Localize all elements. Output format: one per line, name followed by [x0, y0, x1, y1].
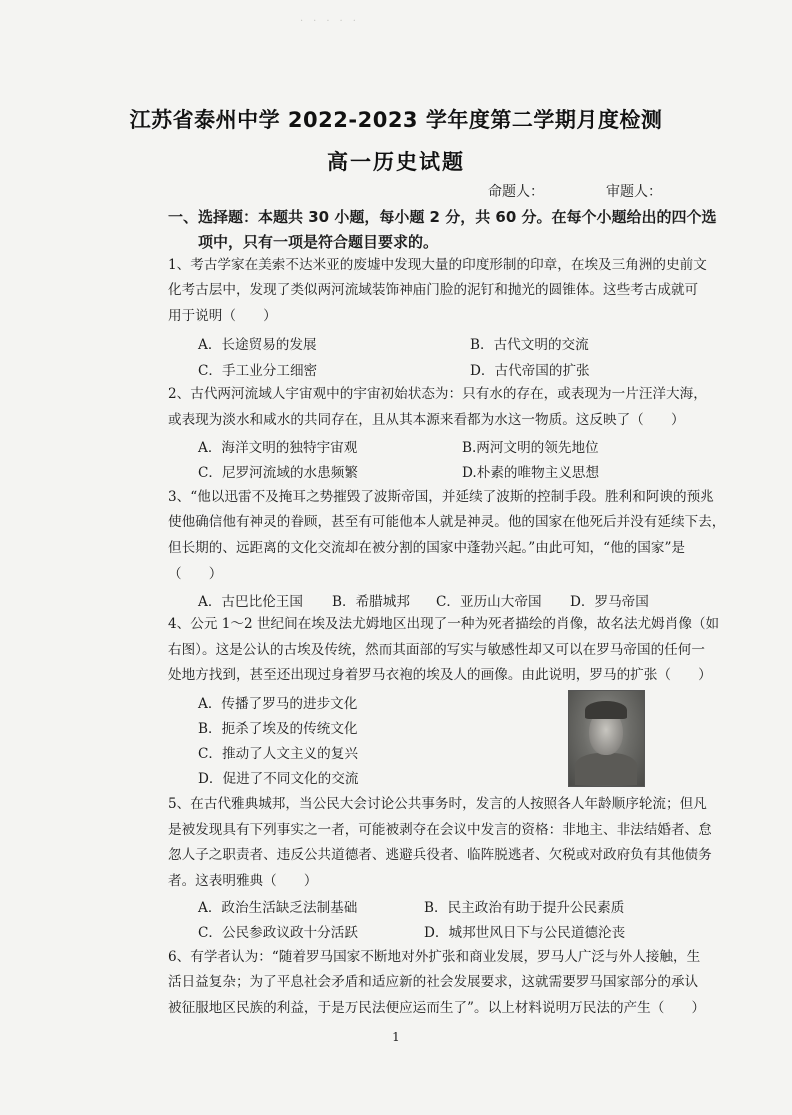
q2-option-d[interactable]: D.朴素的唯物主义思想: [462, 465, 600, 481]
q4-option-b[interactable]: B．扼杀了埃及的传统文化: [198, 721, 358, 737]
q4-line1: 4、公元 1～2 世纪间在埃及法尤姆地区出现了一种为死者描绘的肖像，故名法尤姆肖像（如: [168, 616, 720, 632]
q3-option-a[interactable]: A．古巴比伦王国: [198, 594, 303, 610]
q3-line1: 3、“他以迅雷不及掩耳之势摧毁了波斯帝国，并延续了波斯的控制手段。胜利和阿谀的预兆: [168, 489, 714, 505]
fayum-portrait-image: [568, 690, 645, 787]
q3-line2: 使他确信他有神灵的眷顾，甚至有可能他本人就是神灵。他的国家在他死后并没有延续下去，: [168, 514, 726, 530]
q6-line3: 被征服地区民族的利益，于是万民法便应运而生了”。以上材料说明万民法的产生（ ）: [168, 1000, 706, 1016]
q1-line2: 化考古层中，发现了类似两河流域装饰神庙门脸的泥钉和抛光的圆锥体。这些考古成就可: [168, 282, 699, 298]
q5-line2: 是被发现具有下列事实之一者，可能被剥夺在会议中发言的资格：非地主、非法结婚者、怠: [168, 822, 712, 838]
q4-option-a[interactable]: A．传播了罗马的进步文化: [198, 696, 358, 712]
exam-title: 江苏省泰州中学 2022-2023 学年度第二学期月度检测: [129, 108, 663, 132]
q3-option-d[interactable]: D．罗马帝国: [570, 594, 649, 610]
q5-option-d[interactable]: D．城邦世风日下与公民道德沦丧: [424, 925, 626, 941]
section-heading-line2: 项中，只有一项是符合题目要求的。: [198, 233, 439, 251]
q4-option-c[interactable]: C．推动了人文主义的复兴: [198, 746, 358, 762]
q1-option-a[interactable]: A．长途贸易的发展: [198, 337, 317, 353]
q3-option-c[interactable]: C．亚历山大帝国: [436, 594, 542, 610]
exam-subtitle: 高一历史试题: [327, 150, 465, 174]
q3-option-b[interactable]: B．希腊城邦: [332, 594, 410, 610]
q2-line1: 2、古代两河流域人宇宙观中的宇宙初始状态为：只有水的存在，或表现为一片汪洋大海，: [168, 386, 707, 402]
q6-line2: 活日益复杂；为了平息社会矛盾和适应新的社会发展要求，这就需要罗马国家部分的承认: [168, 974, 699, 990]
q4-line3: 处地方找到，甚至还出现过身着罗马衣袍的埃及人的画像。由此说明，罗马的扩张（ ）: [168, 667, 712, 683]
q5-option-c[interactable]: C．公民参政议政十分活跃: [198, 925, 358, 941]
proposer-label: 命题人：: [488, 184, 544, 200]
q1-line1: 1、考古学家在美索不达米亚的废墟中发现大量的印度形制的印章，在埃及三角洲的史前文: [168, 257, 707, 273]
q2-option-a[interactable]: A．海洋文明的独特宇宙观: [198, 440, 358, 456]
section-heading-line1: 一、选择题：本题共 30 小题，每小题 2 分，共 60 分。在每个小题给出的四个选: [168, 208, 717, 226]
page-number: 1: [392, 1030, 400, 1044]
q1-option-d[interactable]: D．古代帝国的扩张: [470, 363, 590, 379]
q2-line2: 或表现为淡水和咸水的共同存在，且从其本源来看都为水这一物质。这反映了（ ）: [168, 412, 685, 428]
q5-option-b[interactable]: B．民主政治有助于提升公民素质: [424, 900, 625, 916]
q4-option-d[interactable]: D．促进了不同文化的交流: [198, 771, 359, 787]
q3-line4: （ ）: [168, 566, 223, 582]
q6-line1: 6、有学者认为：“随着罗马国家不断地对外扩张和商业发展，罗马人广泛与外人接触，生: [168, 949, 701, 965]
q5-option-a[interactable]: A．政治生活缺乏法制基础: [198, 900, 358, 916]
q1-option-c[interactable]: C．手工业分工细密: [198, 363, 318, 379]
bleed-through-text: · · · · ·: [300, 16, 356, 27]
q1-line3: 用于说明（ ）: [168, 308, 277, 324]
q5-line4: 者。这表明雅典（ ）: [168, 873, 318, 889]
q3-line3: 但长期的、远距离的文化交流却在被分割的国家中蓬勃兴起。”由此可知，“他的国家”是: [168, 540, 686, 556]
q4-line2: 右图）。这是公认的古埃及传统，然而其面部的写实与敏感性却又可以在罗马帝国的任何一: [168, 642, 705, 658]
q2-option-c[interactable]: C．尼罗河流域的水患频繁: [198, 465, 358, 481]
q2-option-b[interactable]: B.两河文明的领先地位: [462, 440, 599, 456]
q1-option-b[interactable]: B．古代文明的交流: [470, 337, 589, 353]
reviewer-label: 审题人：: [606, 184, 662, 200]
q5-line1: 5、在古代雅典城邦，当公民大会讨论公共事务时，发言的人按照各人年龄顺序轮流；但凡: [168, 796, 707, 812]
q5-line3: 忽人子之职责者、违反公共道德者、逃避兵役者、临阵脱逃者、欠税或对政府负有其他债务: [168, 847, 712, 863]
